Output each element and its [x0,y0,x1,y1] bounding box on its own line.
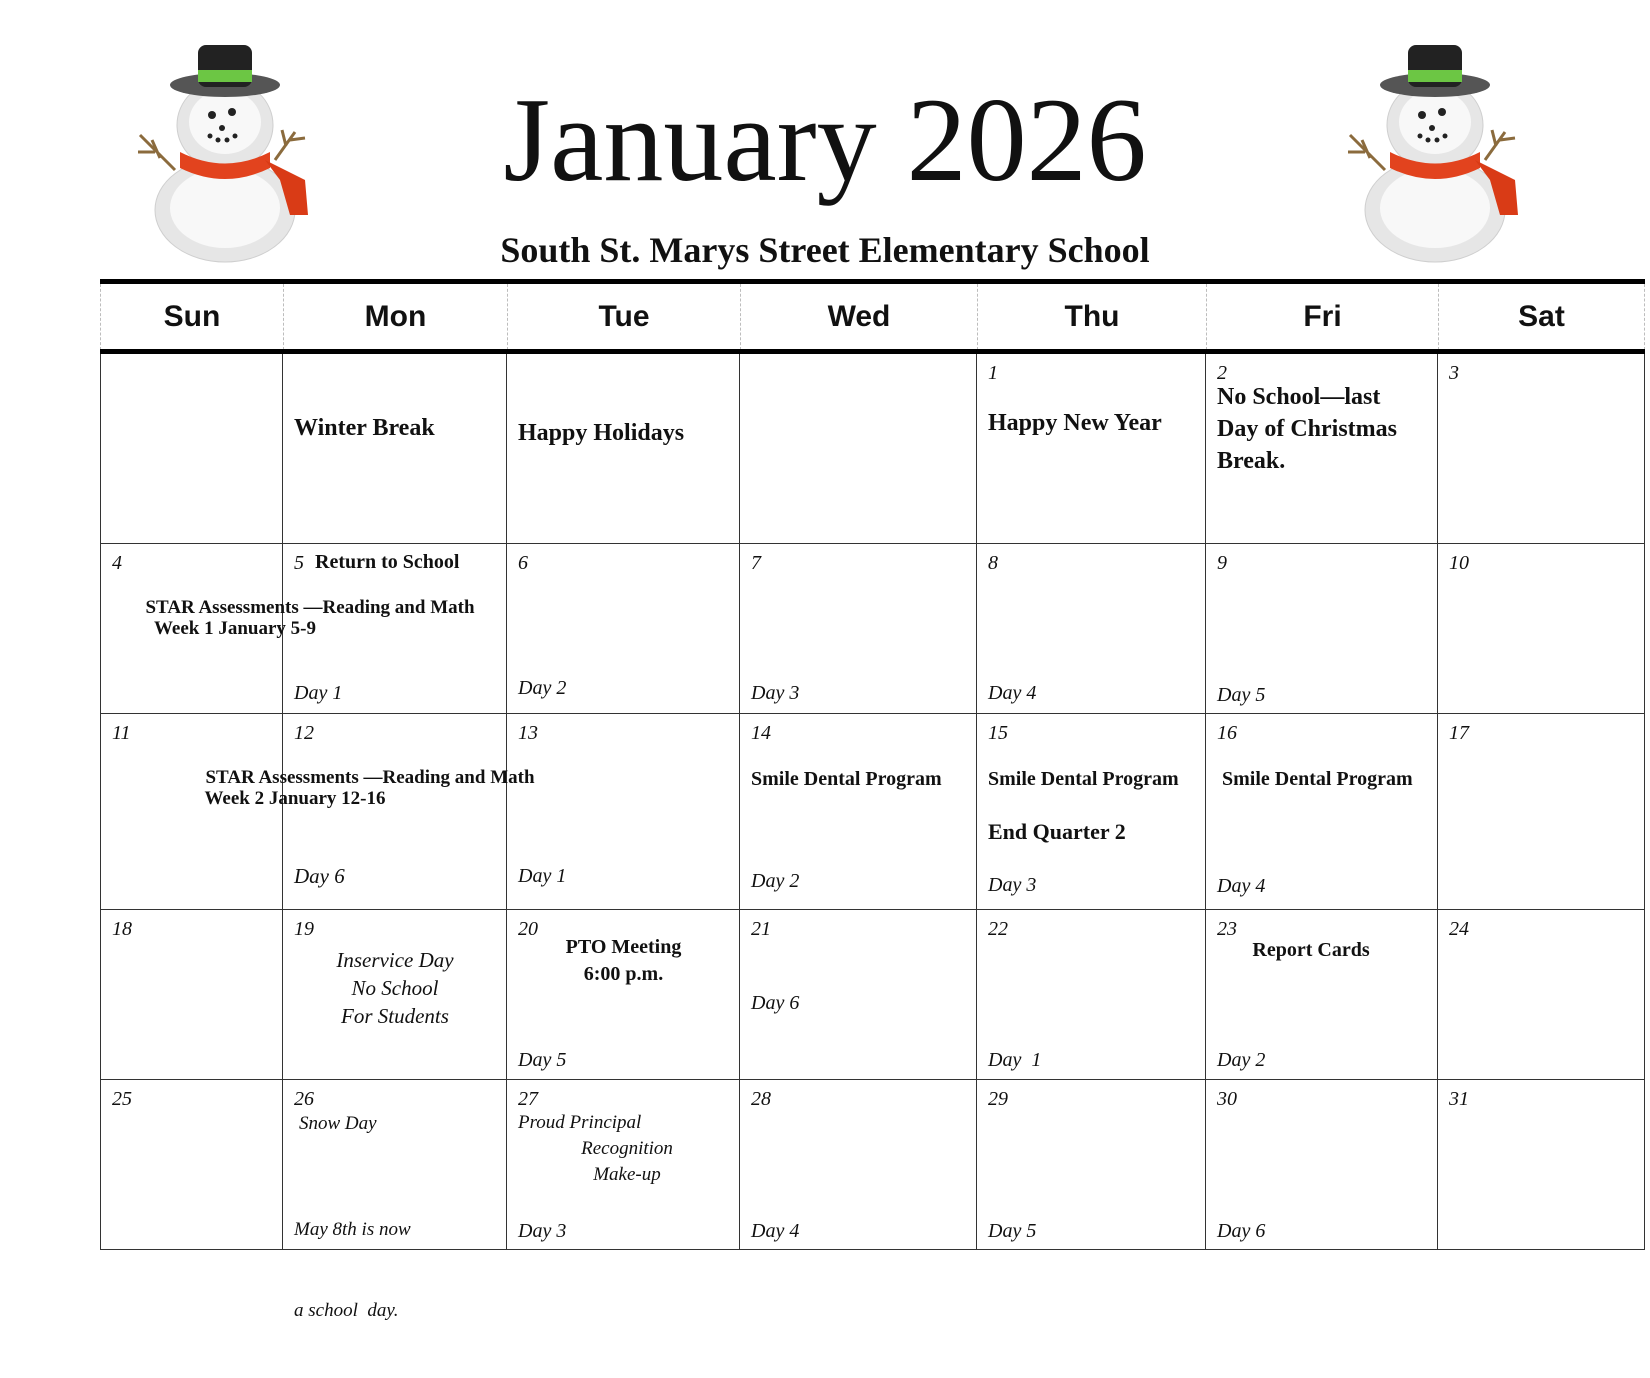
school-day-label: Day 5 [1217,684,1266,706]
school-day-label: Day 4 [1217,875,1266,897]
date-number: 9 [1217,552,1227,574]
date-number: 20 [518,918,538,940]
school-day-label: Day 2 [1217,1049,1266,1071]
cell-w4-tue [507,910,740,1080]
cell-w3-fri [1206,714,1438,910]
event-line: PTO Meeting [565,936,682,958]
cell-w1-sat [1438,354,1645,544]
date-number: 8 [988,552,998,574]
cell-w2-wed [740,544,977,714]
event-proud-principal: Proud Principal [518,1112,642,1133]
weekday-fri: Fri [1206,284,1438,350]
date-number: 16 [1217,722,1237,744]
date-number: 1 [988,362,998,384]
school-day-label: Day 3 [988,874,1037,896]
cell-w1-mon [283,354,507,544]
cell-w3-wed [740,714,977,910]
date-number: 13 [518,722,538,744]
event-end-quarter: End Quarter 2 [988,819,1126,844]
event-inservice-day [283,946,507,1030]
date-number: 5 [294,552,304,574]
school-day-label: Day 2 [751,870,800,892]
event-smile-dental: Smile Dental Program [751,768,942,790]
cell-w4-sat [1438,910,1645,1080]
school-name: South St. Marys Street Elementary School [500,230,1150,270]
cell-w3-mon [283,714,507,910]
date-number: 21 [751,918,771,940]
cell-w4-thu [977,910,1206,1080]
school-day-label: Day 3 [518,1220,567,1242]
event-snow-day: Snow Day [299,1113,377,1134]
event-line: No School [351,976,439,1000]
weekday-header-row [100,284,1645,350]
date-number: 23 [1217,918,1237,940]
date-number: 30 [1217,1088,1237,1110]
school-day-label: Day 2 [518,677,567,699]
cell-w5-thu [977,1080,1206,1250]
event-line: a school day. [294,1300,399,1321]
date-number: 17 [1449,722,1469,744]
school-day-label: Day 4 [751,1220,800,1242]
cell-w2-tue [507,544,740,714]
school-day-label: Day 1 [988,1049,1042,1071]
event-school-day-note [294,1162,411,1378]
star-assessments-week1 [120,597,500,639]
school-day-label: Day 5 [518,1049,567,1071]
cell-w4-wed [740,910,977,1080]
date-number: 31 [1449,1088,1469,1110]
cell-w3-sun [100,714,283,910]
cell-w4-fri [1206,910,1438,1080]
school-day-label: Day 6 [1217,1220,1266,1242]
cell-w1-thu [977,354,1206,544]
school-day-label: Day 1 [518,865,567,887]
event-happy-new-year: Happy New Year [988,410,1162,436]
cell-w2-fri [1206,544,1438,714]
event-recognition [507,1136,747,1188]
weekday-sat: Sat [1438,284,1645,350]
cell-w1-fri [1206,354,1438,544]
cell-w4-sun [100,910,283,1080]
cell-w3-sat [1438,714,1645,910]
event-pto-meeting [507,934,740,988]
event-line: May 8th is now [294,1219,411,1240]
event-no-school: No School—last Day of Christmas Break. [1217,384,1397,474]
school-day-label: Day 3 [751,682,800,704]
cell-w5-sun [100,1080,283,1250]
cell-w4-mon [283,910,507,1080]
date-number: 14 [751,722,771,744]
date-number: 25 [112,1088,132,1110]
date-number: 24 [1449,918,1469,940]
date-number: 28 [751,1088,771,1110]
date-number: 26 [294,1088,314,1110]
date-number: 22 [988,918,1008,940]
date-number: 7 [751,552,761,574]
event-smile-dental: Smile Dental Program [988,768,1179,790]
date-number: 11 [112,722,131,744]
event-line: Recognition [581,1138,673,1159]
span-line: STAR Assessments —Reading and Math [205,767,535,788]
school-day-label: Day 6 [751,992,800,1014]
span-line: Week 1 January 5-9 [153,618,317,639]
school-day-label: Day 5 [988,1220,1037,1242]
cell-w2-sat [1438,544,1645,714]
date-number: 2 [1217,362,1227,384]
school-day-label: Day 6 [294,864,345,888]
event-line: 6:00 p.m. [583,963,664,985]
cell-w5-sat [1438,1080,1645,1250]
cell-w1-tue [507,354,740,544]
date-number: 29 [988,1088,1008,1110]
date-number: 10 [1449,552,1469,574]
cell-w3-tue [507,714,740,910]
weekday-mon: Mon [283,284,507,350]
cell-w3-thu [977,714,1206,910]
event-report-cards: Report Cards [1252,939,1370,961]
weekday-sun: Sun [100,284,283,350]
school-day-label: Day 4 [988,682,1037,704]
star-assessments-week2 [180,767,560,809]
cell-w5-fri [1206,1080,1438,1250]
date-number: 19 [294,918,314,940]
date-number: 18 [112,918,132,940]
date-number: 3 [1449,362,1459,384]
date-number: 27 [518,1088,538,1110]
span-line: STAR Assessments —Reading and Math [145,597,475,618]
cell-w5-wed [740,1080,977,1250]
event-winter-break: Winter Break [294,415,435,441]
date-number: 12 [294,722,314,744]
event-line: Inservice Day [336,948,454,972]
cell-w2-thu [977,544,1206,714]
cell-w1-wed [740,354,977,544]
calendar-grid [100,354,1645,1321]
event-smile-dental: Smile Dental Program [1222,768,1413,790]
weekday-wed: Wed [740,284,977,350]
event-happy-holidays: Happy Holidays [518,420,685,446]
school-day-label: Day 1 [294,682,343,704]
span-line: Week 2 January 12-16 [204,788,386,809]
page-title: January 2026 [503,73,1147,206]
event-line: Make-up [593,1164,661,1185]
weekday-thu: Thu [977,284,1206,350]
cell-w5-mon [283,1080,507,1321]
weekday-tue: Tue [507,284,740,350]
event-return-to-school: Return to School [315,551,460,573]
date-number: 6 [518,552,528,574]
cell-w1-sun [100,354,283,544]
event-line: For Students [341,1004,449,1028]
date-number: 4 [112,552,122,574]
cell-w5-tue [507,1080,740,1250]
date-number: 15 [988,722,1008,744]
